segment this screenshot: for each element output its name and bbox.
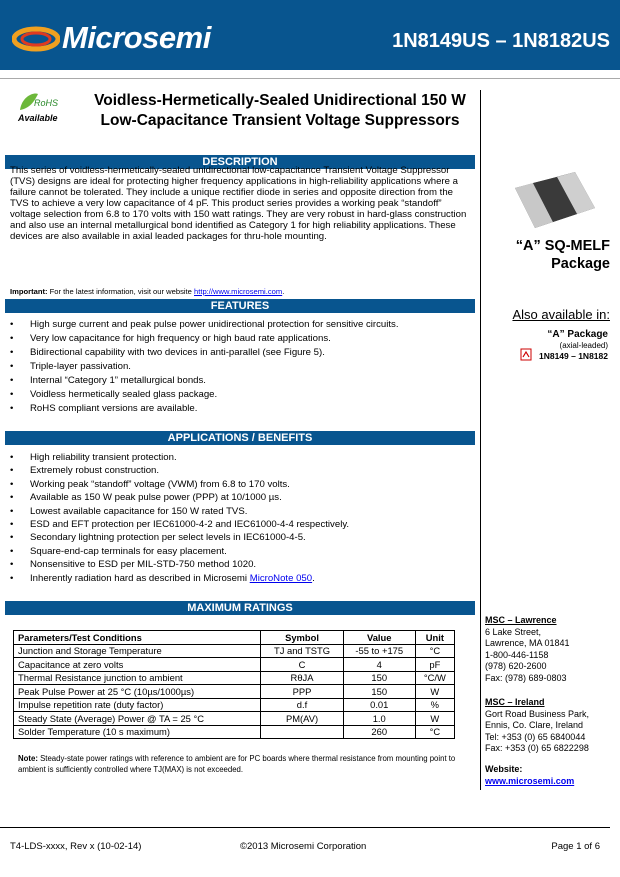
unit-cell: W [415, 685, 454, 699]
applications-heading: APPLICATIONS / BENEFITS [5, 431, 475, 445]
value-cell: -55 to +175 [343, 644, 415, 658]
symbol-cell: PM(AV) [261, 712, 344, 726]
alt-package-name: “A” Package [547, 329, 608, 340]
also-available-label: Also available in: [512, 307, 610, 322]
list-item: • Square-end-cap terminals for easy placement. [10, 545, 472, 558]
footer-divider [0, 827, 610, 828]
list-item: • Voidless hermetically sealed glass package. [10, 388, 472, 402]
description-heading: DESCRIPTION [5, 155, 475, 169]
symbol-cell [261, 725, 344, 739]
footer-doc-id: T4-LDS-xxxx, Rev x (10-02-14) [10, 841, 142, 852]
important-note [10, 287, 472, 296]
list-item: • High reliability transient protection. [10, 451, 472, 464]
list-item: • Bidirectional capability with two devices in anti-parallel (see Figure 5). [10, 346, 472, 360]
important-text: For the latest information, visit our website [47, 287, 194, 296]
list-item: • Extremely robust construction. [10, 464, 472, 477]
note-label: Note: [18, 754, 38, 763]
address-line: Fax: +353 (0) 65 6822298 [485, 743, 589, 753]
logo-text: Microsemi [62, 20, 211, 55]
value-cell: 260 [343, 725, 415, 739]
alt-package-link[interactable]: 1N8149 – 1N8182 [538, 351, 608, 361]
unit-cell: °C/W [415, 671, 454, 685]
value-cell: 150 [343, 685, 415, 699]
important-end: . [282, 287, 285, 296]
list-item: • Available as 150 W peak pulse power (PPP) at 10/1000 µs. [10, 491, 472, 504]
address-line: 1-800-446-1158 [485, 649, 549, 660]
column-header: Parameters/Test Conditions [14, 631, 261, 645]
parameter-cell: Thermal Resistance junction to ambient [14, 671, 261, 685]
website-label: Website: [485, 764, 523, 774]
unit-cell: W [415, 712, 454, 726]
address-line: 6 Lake Street, [485, 626, 542, 637]
address-line: Tel: +353 (0) 65 6840044 [485, 731, 586, 742]
ireland-address [485, 697, 615, 755]
list-item: • Lowest available capacitance for 150 W rated TVS. [10, 505, 472, 518]
address-line: Ennis, Co. Clare, Ireland [485, 720, 584, 730]
micronote-link[interactable]: MicroNote 050 [249, 572, 313, 584]
value-cell: 150 [343, 671, 415, 685]
parameter-cell: Peak Pulse Power at 25 °C (10µs/1000µs) [14, 685, 261, 699]
website-link[interactable]: http://www.microsemi.com [194, 287, 283, 296]
header-divider [0, 78, 620, 79]
features-list [10, 318, 472, 416]
table-row [14, 644, 455, 658]
symbol-cell: RθJA [261, 671, 344, 685]
parameter-cell: Solder Temperature (10 s maximum) [14, 725, 261, 739]
ratings-note [18, 753, 478, 775]
value-cell: 4 [343, 658, 415, 672]
lawrence-address [485, 615, 615, 684]
address-line: Gort Road Business Park, [485, 708, 590, 719]
list-item: • Secondary lightning protection per select levels in IEC61000-4-5. [10, 531, 472, 544]
parameter-cell: Impulse repetition rate (duty factor) [14, 698, 261, 712]
lawrence-heading: MSC – Lawrence [485, 615, 557, 625]
page-title-line2: Low-Capacitance Transient Voltage Suppressors [100, 112, 460, 129]
ireland-heading: MSC – Ireland [485, 697, 545, 707]
footer-copyright: ©2013 Microsemi Corporation [240, 841, 367, 852]
list-item-text: Inherently radiation hard as described in Microsemi [30, 572, 250, 584]
list-item: • Triple-layer passivation. [10, 360, 472, 374]
unit-cell: % [415, 698, 454, 712]
column-header: Value [343, 631, 415, 645]
table-row [14, 658, 455, 672]
table-row [14, 712, 455, 726]
list-item: • ESD and EFT protection per IEC61000-4-2 and IEC61000-4-4 respectively. [10, 518, 472, 531]
list-item [10, 572, 472, 585]
important-label: Important: [10, 287, 48, 296]
table-row [14, 671, 455, 685]
rohs-label: RoHS [34, 98, 59, 108]
list-item: • Working peak “standoff” voltage (VWM) from 6.8 to 170 volts. [10, 478, 472, 491]
unit-cell: °C [415, 725, 454, 739]
footer-page-number: Page 1 of 6 [551, 841, 600, 852]
address-line: (978) 620-2600 [485, 661, 547, 671]
table-row [14, 698, 455, 712]
unit-cell: °C [415, 644, 454, 658]
column-divider [480, 90, 481, 790]
ratings-heading: MAXIMUM RATINGS [5, 601, 475, 615]
parameter-cell: Capacitance at zero volts [14, 658, 261, 672]
description-text: This series of voidless-hermetically-sealed unidirectional low-capacitance Transient Voltage Suppressor (TVS) designs are ideal for protecting higher frequency applications in high-reliability applications where a failure cannot be tolerated. They include a unique rectifier diode in series and opposite direction from the TVS to achieve a very low capacitance of 4 pF. This product series provides a working peak “standoff” voltage selection from 6.8 to 170 volts with 150 watt ratings. They are very robust in hard-glass construction and also use an internal metallurgical bond identified as Category 1 for high reliability applications. These devices are also available in axial leaded packages for thru-hole mounting. [10, 165, 467, 242]
list-item: • RoHS compliant versions are available. [10, 402, 472, 416]
ratings-table [13, 630, 455, 739]
features-heading: FEATURES [5, 299, 475, 313]
value-cell: 1.0 [343, 712, 415, 726]
parameter-cell: Junction and Storage Temperature [14, 644, 261, 658]
microsemi-logo-icon [12, 24, 60, 54]
address-line: Fax: (978) 689-0803 [485, 672, 567, 683]
package-caption-sub: Package [551, 256, 610, 272]
list-item-end: . [312, 572, 315, 584]
column-header: Symbol [261, 631, 344, 645]
list-item: • High surge current and peak pulse power unidirectional protection for sensitive circuits. [10, 318, 472, 332]
table-row [14, 725, 455, 739]
list-item: • Very low capacitance for high frequency or high baud rate applications. [10, 332, 472, 346]
package-caption: “A” SQ-MELF [515, 238, 610, 254]
page-title-line1: Voidless-Hermetically-Sealed Unidirectional 150 W [94, 92, 466, 109]
sq-melf-package-image [505, 168, 605, 233]
symbol-cell: TJ and TSTG [261, 644, 344, 658]
parameter-cell: Steady State (Average) Power @ TA = 25 °C [14, 712, 261, 726]
website-footer-link[interactable]: www.microsemi.com [485, 775, 575, 786]
value-cell: 0.01 [343, 698, 415, 712]
table-header-row [14, 631, 455, 645]
symbol-cell: d.f [261, 698, 344, 712]
list-item: • Internal “Category 1” metallurgical bonds. [10, 374, 472, 388]
part-range-title: 1N8149US – 1N8182US [392, 30, 610, 52]
applications-list [10, 451, 472, 585]
rohs-available-label: Available [18, 113, 58, 123]
address-line: Lawrence, MA 01841 [485, 638, 570, 648]
symbol-cell: PPP [261, 685, 344, 699]
unit-cell: pF [415, 658, 454, 672]
list-item: • Nonsensitive to ESD per MIL-STD-750 method 1020. [10, 558, 472, 571]
symbol-cell: C [261, 658, 344, 672]
column-header: Unit [415, 631, 454, 645]
alt-package-sub: (axial-leaded) [559, 341, 608, 350]
note-text: Steady-state power ratings with reference to ambient are for PC boards where thermal resistance from mounting point to ambient is sufficiently controlled where TJ(MAX) is not exceeded. [18, 754, 456, 774]
table-row [14, 685, 455, 699]
website-block [485, 764, 615, 787]
